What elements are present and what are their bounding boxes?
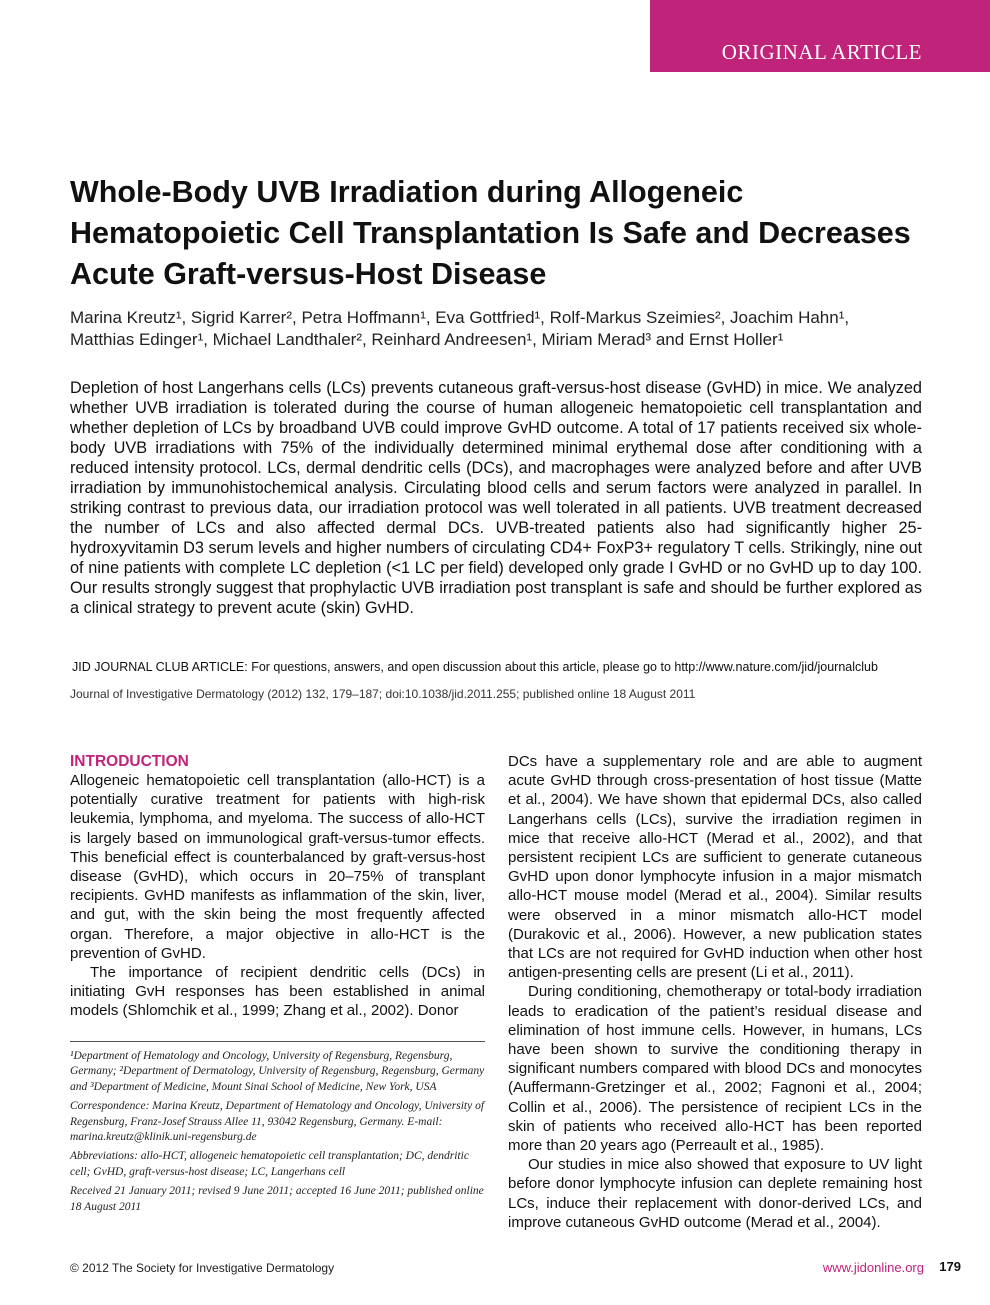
correspondence: Correspondence: Marina Kreutz, Department of Hematology and Oncology, University of Regensburg, Franz-Josef Strauss Allee 11, 93042 Regensburg, Germany. E-mail: marina.kreutz@klinik.uni-regensburg.de [70, 1100, 485, 1144]
copyright-notice: © 2012 The Society for Investigative Dermatology [70, 1261, 335, 1275]
introduction-heading: INTRODUCTION [70, 753, 189, 770]
author-list [70, 307, 940, 351]
intro-paragraph-4: During conditioning, chemotherapy or total-body irradiation leads to eradication of the patient’s residual disease and elimination of host immune cells. However, in humans, LCs have been shown to survive the conditioning therapy in significant numbers compared with blood DCs and monocytes (Auffermann-Gretzinger et al., 2002; Fagnoni et al., 2004; Collin et al., 2006). The persistence of recipient LCs in the skin of patients who received allo-HCT has been reported more than 20 years ago (Perreault et al., 1985). [508, 983, 922, 1155]
intro-paragraph-2: The importance of recipient dendritic cells (DCs) in initiating GvH responses has been established in animal models (Shlomchik et al., 1999; Zhang et al., 2002). Donor [70, 964, 485, 1020]
article-type-banner [650, 0, 990, 72]
right-column [508, 752, 922, 1232]
citation-line: Journal of Investigative Dermatology (2012) 132, 179–187; doi:10.1038/jid.2011.255; published online 18 August 2011 [70, 687, 696, 701]
authors-line-1: Marina Kreutz¹, Sigrid Karrer², Petra Hoffmann¹, Eva Gottfried¹, Rolf-Markus Szeimies², Joachim Hahn¹, [70, 308, 850, 327]
footnotes [70, 1041, 485, 1219]
abstract: Depletion of host Langerhans cells (LCs) prevents cutaneous graft-versus-host disease (GvHD) in mice. We analyzed whether UVB irradiation is tolerated during the course of human allogeneic hematopoietic cell transplantation and whether depletion of LCs by broadband UVB could improve GvHD outcome. A total of 17 patients received six whole-body UVB irradiations with 75% of the individually determined minimal erythemal dose after conditioning with a reduced intensity protocol. LCs, dermal dendritic cells (DCs), and macrophages were analyzed before and after UVB irradiation by immunohistochemical analysis. Circulating blood cells and serum factors were analyzed in parallel. In striking contrast to previous data, our irradiation protocol was well tolerated in all patients. UVB treatment decreased the number of LCs and also affected dermal DCs. UVB-treated patients also had significantly higher 25-hydroxyvitamin D3 serum levels and higher numbers of circulating CD4+ FoxP3+ regulatory T cells. Strikingly, nine out of nine patients with complete LC depletion (<1 LC per field) developed only grade I GvHD or no GvHD up to day 100. Our results strongly suggest that prophylactic UVB irradiation post transplant is safe and should be further explored as a clinical strategy to prevent acute (skin) GvHD. [70, 379, 922, 617]
received-dates: Received 21 January 2011; revised 9 June 2011; accepted 16 June 2011; published online 18 August 2011 [70, 1185, 484, 1213]
article-type-label: ORIGINAL ARTICLE [721, 40, 922, 64]
intro-paragraph-3: DCs have a supplementary role and are able to augment acute GvHD through cross-presentation of host tissue (Matte et al., 2004). We have shown that epidermal DCs, also called Langerhans cells (LCs), survive the irradiation regimen in mice that receive allo-HCT (Merad et al., 2002), and that persistent recipient LCs are sufficient to generate cutaneous GvHD upon donor lymphocyte infusion in a major mismatch allo-HCT mouse model (Merad et al., 2004). Similar results were observed in a minor mismatch allo-HCT model (Durakovic et al., 2006). However, a new publication states that LCs are not required for GvHD induction when other host antigen-presenting cells are present (Li et al., 2011). [508, 753, 922, 982]
journal-website-link[interactable]: www.jidonline.org [822, 1260, 924, 1275]
intro-paragraph-5: Our studies in mice also showed that exposure to UV light before donor lymphocyte infusion can deplete remaining host LCs, induce their replacement with donor-derived LCs, and improve cutaneous GvHD outcome (Merad et al., 2004). [508, 1156, 922, 1231]
left-column [70, 752, 485, 1021]
affiliations: ¹Department of Hematology and Oncology, University of Regensburg, Regensburg, Germany; ²Department of Dermatology, University of Regensburg, Regensburg, Germany and ³Department of Medicine, Mount Sinai School of Medicine, New York, USA [70, 1050, 485, 1093]
article-title: Whole-Body UVB Irradiation during Allogeneic Hematopoietic Cell Transplantation Is Safe and Decreases Acute Graft-versus-Host Disease [70, 175, 911, 291]
authors-line-2: Matthias Edinger¹, Michael Landthaler², Reinhard Andreesen¹, Miriam Merad³ and Ernst Holler¹ [70, 330, 784, 349]
page-number: 179 [939, 1259, 961, 1274]
intro-paragraph-1: Allogeneic hematopoietic cell transplantation (allo-HCT) is a potentially curative treatment for patients with high-risk leukemia, lymphoma, and myeloma. The success of allo-HCT is largely based on immunological graft-versus-tumor effects. This beneficial effect is counterbalanced by graft-versus-host disease (GvHD), which occurs in 20–75% of transplant recipients. GvHD manifests as inflammation of the skin, liver, and gut, with the skin being the most frequently affected organ. Therefore, a major objective in allo-HCT is the prevention of GvHD. [70, 772, 485, 962]
journal-club-note: JID JOURNAL CLUB ARTICLE: For questions, answers, and open discussion about this article, please go to http://www.nature.com/jid/journalclub [72, 660, 878, 674]
abbreviations: Abbreviations: allo-HCT, allogeneic hematopoietic cell transplantation; DC, dendritic cell; GvHD, graft-versus-host disease; LC, Langerhans cell [70, 1150, 469, 1178]
